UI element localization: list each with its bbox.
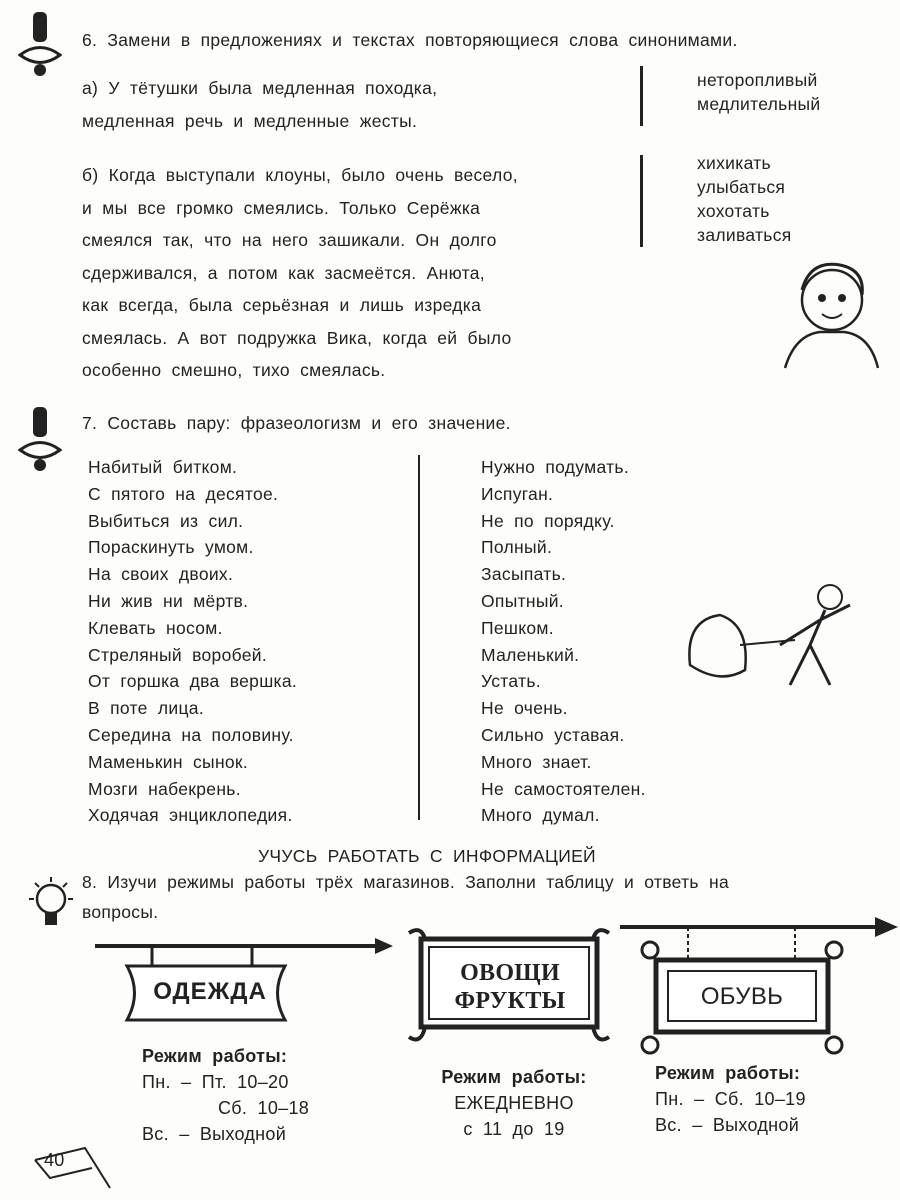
meaning: Устать. [481, 671, 541, 692]
hours-line: Вс. – Выходной [655, 1115, 800, 1135]
hours-line: Вс. – Выходной [142, 1124, 287, 1144]
meaning: Пешком. [481, 617, 554, 638]
store-hours-shoes [655, 1060, 806, 1138]
man-pulling-sack-illustration [680, 575, 880, 695]
idiom: Выбиться из сил. [88, 510, 244, 531]
idiom: Ходячая энциклопедия. [88, 805, 293, 826]
text-line: и мы все громко смеялись. Только Серёжка [82, 197, 481, 218]
meaning: Нужно подумать. [481, 457, 630, 477]
text-line: а) У тётушки была медленная походка, [82, 78, 438, 98]
page-number: 40 [44, 1150, 65, 1170]
hours-line: с 11 до 19 [463, 1119, 565, 1139]
meanings-list [481, 454, 646, 829]
meaning: Опытный. [481, 590, 564, 611]
hours-label: Режим работы: [655, 1063, 801, 1083]
meaning: Засыпать. [481, 564, 567, 585]
idiom: Маменькин сынок. [88, 751, 249, 772]
task-8-title-line-2: вопросы. [82, 902, 159, 922]
divider [640, 155, 643, 247]
task-6-title: 6. Замени в предложениях и текстах повторяющиеся слова синонимами. [82, 30, 738, 50]
text-line: смеялась. А вот подружка Вика, когда ей было [82, 327, 512, 348]
divider [418, 455, 420, 820]
hours-line: Пн. – Сб. 10–19 [655, 1089, 806, 1109]
store-sign-shoes: ОБУВЬ [700, 983, 784, 1010]
exclamation-icon [18, 405, 62, 475]
meaning: Испуган. [481, 483, 554, 504]
section-heading: УЧУСЬ РАБОТАТЬ С ИНФОРМАЦИЕЙ [258, 846, 596, 866]
synonym: хихикать [697, 153, 771, 173]
idiom: От горшка два вершка. [88, 671, 298, 692]
idiom: В поте лица. [88, 698, 204, 719]
text-line: б) Когда выступали клоуны, было очень весело, [82, 165, 518, 185]
meaning: Маленький. [481, 644, 580, 665]
hours-line: Сб. 10–18 [218, 1098, 310, 1118]
synonym: заливаться [697, 225, 792, 245]
task-6a-text [82, 72, 437, 137]
meaning: Сильно уставая. [481, 724, 625, 745]
boy-illustration [780, 250, 880, 370]
exclamation-icon [18, 10, 62, 80]
sign-line: ФРУКТЫ [454, 988, 566, 1014]
meaning: Полный. [481, 537, 553, 558]
hours-line: Пн. – Пт. 10–20 [142, 1072, 289, 1092]
synonym: медлительный [697, 94, 821, 114]
idioms-list [88, 454, 297, 829]
store-hours-vegetables [424, 1064, 604, 1142]
text-line: сдерживался, а потом как засмеётся. Анюта, [82, 262, 485, 283]
idiom: Стреляный воробей. [88, 644, 267, 665]
hours-label: Режим работы: [142, 1046, 288, 1066]
task-6b-synonyms [697, 151, 792, 247]
store-sign-vegetables [430, 952, 590, 1022]
idiom: Мозги набекрень. [88, 778, 241, 799]
divider [640, 66, 643, 126]
idiom: Пораскинуть умом. [88, 537, 254, 558]
idiom: Набитый битком. [88, 457, 238, 477]
idiom: С пятого на десятое. [88, 483, 279, 504]
synonym: улыбаться [697, 177, 786, 197]
sign-line: ОВОЩИ [460, 960, 560, 986]
synonym: хохотать [697, 201, 770, 221]
meaning: Много знает. [481, 751, 592, 772]
task-6b-text [82, 159, 518, 387]
store-hours-clothing [142, 1043, 309, 1147]
task-6a-synonyms [697, 68, 821, 116]
idiom: Середина на половину. [88, 724, 294, 745]
task-8-title-line-1: 8. Изучи режимы работы трёх магазинов. Заполни таблицу и ответь на [82, 872, 729, 892]
task-7-title: 7. Составь пару: фразеологизм и его значение. [82, 413, 511, 433]
idiom: На своих двоих. [88, 564, 234, 585]
lightbulb-icon [25, 875, 77, 935]
hours-label: Режим работы: [441, 1067, 587, 1087]
synonym: неторопливый [697, 70, 818, 90]
text-line: как всегда, была серьёзная и лишь изредка [82, 295, 482, 315]
hours-line: ЕЖЕДНЕВНО [454, 1093, 574, 1113]
idiom: Ни жив ни мёртв. [88, 590, 249, 611]
text-line: медленная речь и медленные жесты. [82, 110, 418, 131]
meaning: Много думал. [481, 805, 600, 826]
store-sign-clothing: ОДЕЖДА [153, 978, 267, 1005]
meaning: Не самостоятелен. [481, 778, 646, 799]
text-line: особенно смешно, тихо смеялась. [82, 360, 386, 380]
meaning: Не по порядку. [481, 510, 615, 531]
text-line: смеялся так, что на него зашикали. Он долго [82, 230, 497, 250]
page-number-flag [20, 1138, 115, 1193]
idiom: Клевать носом. [88, 617, 223, 638]
meaning: Не очень. [481, 698, 568, 719]
